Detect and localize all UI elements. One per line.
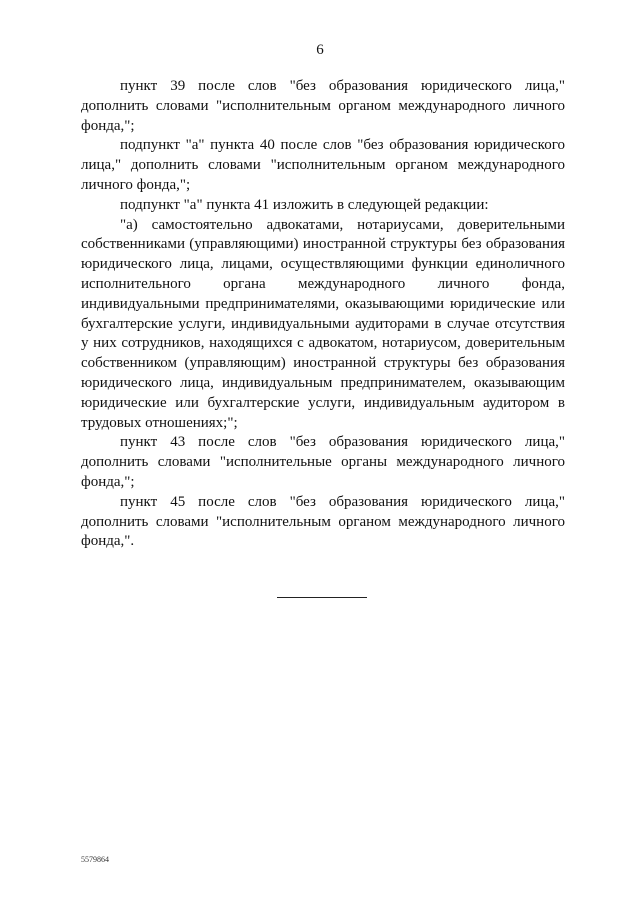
paragraph-item-45: пункт 45 после слов "без образования юридического лица," дополнить словами "исполнительным органом международного личного фонда,". <box>81 493 565 550</box>
paragraph-item-43: пункт 43 после слов "без образования юридического лица," дополнить словами "исполнительные органы международного личного фонда,"; <box>81 434 565 490</box>
document-body <box>81 77 565 552</box>
end-divider <box>277 597 367 598</box>
paragraph-item-39: пункт 39 после слов "без образования юридического лица," дополнить словами "исполнительным органом международного личного фонда,"; <box>81 78 565 134</box>
paragraph-item-41-text: "а) самостоятельно адвокатами, нотариусами, доверительными собственниками (управляющими) иностранной структуры без образования юридического лица, лицами, осуществляющими функции единоличного исполнительного органа международного личного фонда, индивидуальными предпринимателями, оказывающими юридические или бухгалтерские услуги, индивидуальными аудиторами в случае отсутствия у них сотрудников, находящихся с адвокатом, нотариусом, доверительным собственником (управляющим) иностранной структуры без образования юридического лица, индивидуальным предпринимателем, оказывающим юридические или бухгалтерские услуги, индивидуальным аудитором в трудовых отношениях;"; <box>81 216 565 431</box>
paragraph-item-41-intro: подпункт "а" пункта 41 изложить в следующей редакции: <box>120 196 489 213</box>
document-id: 5579864 <box>81 855 109 864</box>
paragraph-item-40: подпункт "а" пункта 40 после слов "без образования юридического лица," дополнить словами "исполнительным органом международного личного фонда,"; <box>81 137 565 193</box>
page-number: 6 <box>316 42 324 58</box>
